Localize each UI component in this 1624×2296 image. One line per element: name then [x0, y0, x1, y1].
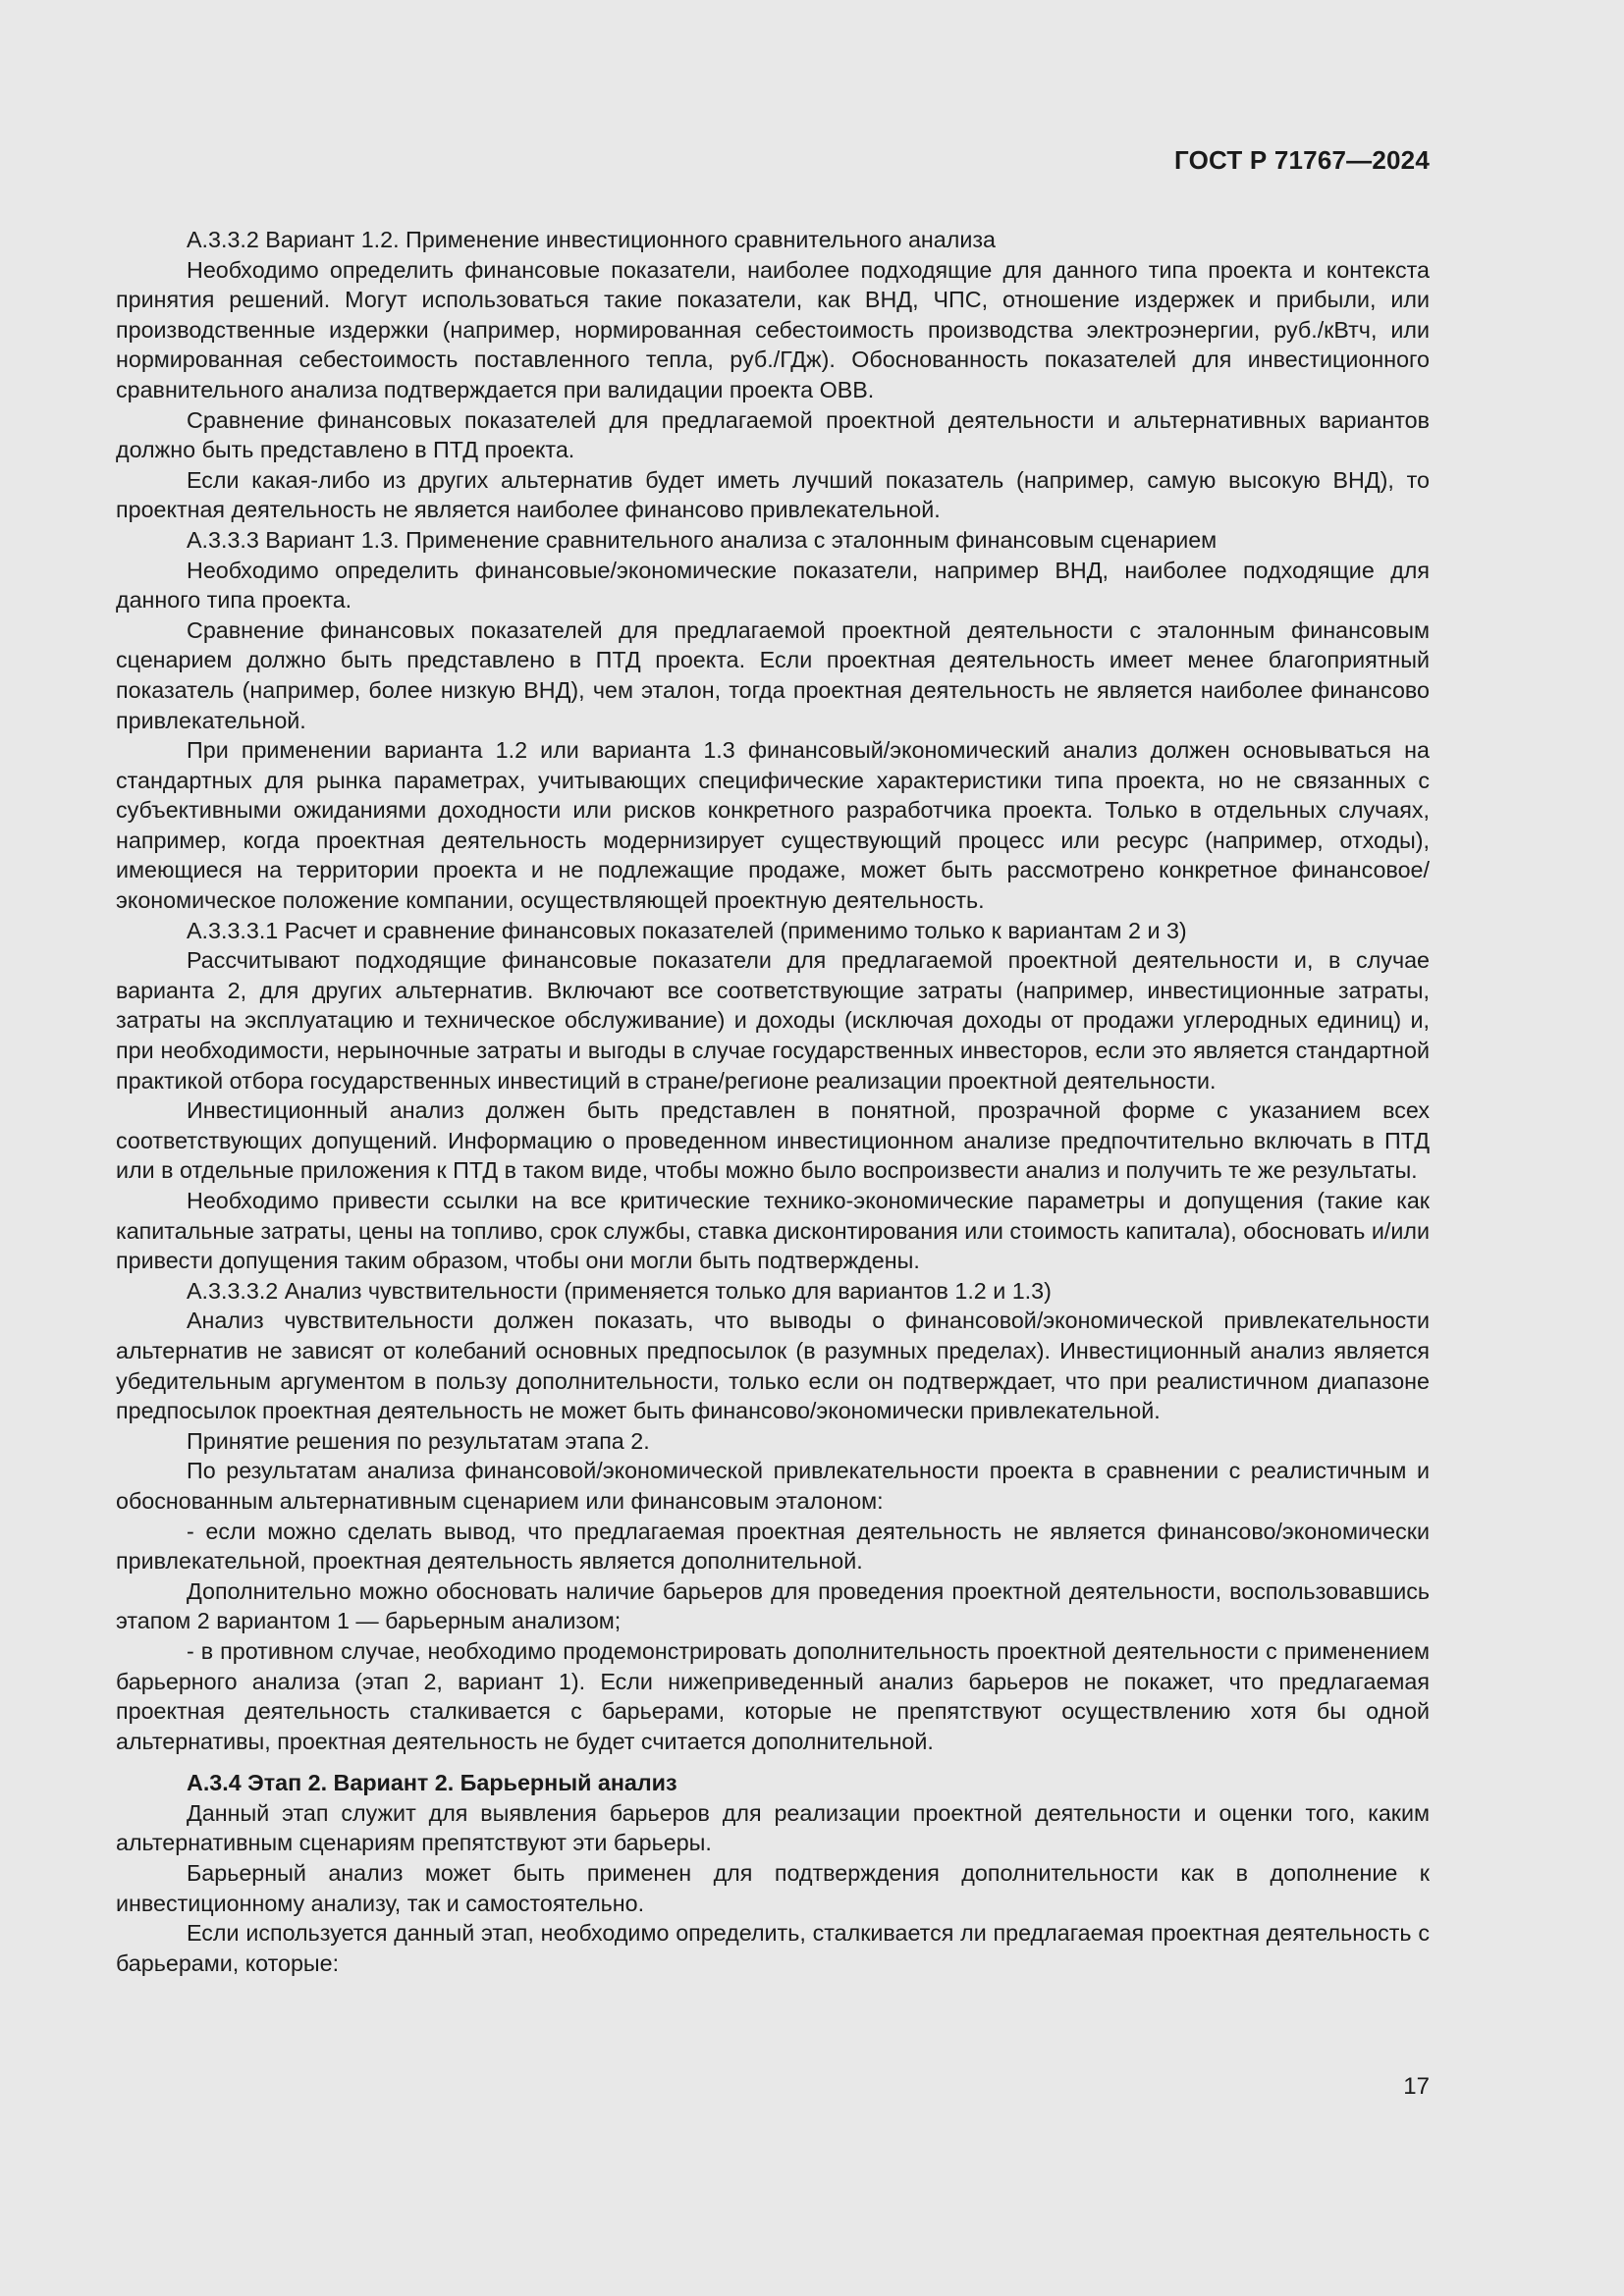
paragraph: Рассчитывают подходящие финансовые показатели для предлагаемой проектной деятельности и, в случае варианта 2, для других альтернатив. Включают все соответствующие затраты (например, инвестиционные затраты, затраты на эксплуатацию и техническое обслуживание) и доходы (исключая доходы от продажи углеродных единиц) и, при необходимости, нерыночные затраты и выгоды в случае государственных инвесторов, если это является стандартной практикой отбора государственных инвестиций в стране/регионе реализации проектной деятельности. [116, 947, 1430, 1094]
paragraph: Если какая-либо из других альтернатив будет иметь лучший показатель (например, самую высокую ВНД), то проектная деятельность не является наиболее финансово привлекательной. [116, 466, 1430, 523]
section-heading-a3-3-3-2: А.3.3.3.2 Анализ чувствительности (применяется только для вариантов 1.2 и 1.3) [187, 1277, 1052, 1304]
page-number: 17 [1403, 2073, 1430, 2100]
list-item: - в противном случае, необходимо продемонстрировать дополнительность проектной деятельности с применением барьерного анализа (этап 2, вариант 1). Если нижеприведенный анализ барьеров не покажет, что предлагаемая проектная деятельность сталкивается с барьерами, которые не препятствуют осуществлению хотя бы одной альтернативы, проектная деятельность не будет считается дополнительной. [116, 1637, 1430, 1754]
paragraph: Инвестиционный анализ должен быть представлен в понятной, прозрачной форме с указанием всех соответствующих допущений. Информацию о проведенном инвестиционном анализе предпочтительно включать в ПТД или в отдельные приложения к ПТД в таком виде, чтобы можно было воспроизвести анализ и получить те же результаты. [116, 1097, 1430, 1184]
paragraph: Если используется данный этап, необходимо определить, сталкивается ли предлагаемая проектная деятельность с барьерами, которые: [116, 1920, 1430, 1976]
paragraph: Дополнительно можно обосновать наличие барьеров для проведения проектной деятельности, воспользовавшись этапом 2 вариантом 1 — барьерным анализом; [116, 1577, 1430, 1634]
paragraph: При применении варианта 1.2 или варианта 1.3 финансовый/экономический анализ должен основываться на стандартных для рынка параметрах, учитывающих специфические характеристики типа проекта, но не связанных с субъективными ожиданиями доходности или рисков конкретного разработчика проекта. Только в отдельных случаях, например, когда проектная деятельность модернизирует существующий процесс или ресурс (например, отходы), имеющиеся на территории проекта и не подлежащие продаже, может быть рассмотрено конкретное финансовое/экономическое положение компании, осуществляющей проектную деятельность. [116, 737, 1430, 914]
document-standard-number: ГОСТ Р 71767—2024 [1174, 145, 1430, 175]
paragraph: Данный этап служит для выявления барьеров для реализации проектной деятельности и оценки того, каким альтернативным сценариям препятствуют эти барьеры. [116, 1799, 1430, 1856]
paragraph: Принятие решения по результатам этапа 2. [187, 1427, 650, 1454]
section-heading-a3-3-2: А.3.3.2 Вариант 1.2. Применение инвестиционного сравнительного анализа [187, 227, 996, 252]
paragraph: Анализ чувствительности должен показать, что выводы о финансовой/экономической привлекательности альтернатив не зависят от колебаний основных предпосылок (в разумных пределах). Инвестиционный анализ является убедительным аргументом в пользу дополнительности, только если он подтверждает, что при реалистичном диапазоне предпосылок проектная деятельность не может быть финансово/экономически привлекательной. [116, 1308, 1430, 1424]
paragraph: Сравнение финансовых показателей для предлагаемой проектной деятельности с эталонным финансовым сценарием должно быть представлено в ПТД проекта. Если проектная деятельность имеет менее благоприятный показатель (например, более низкую ВНД), чем эталон, тогда проектная деятельность не является наиболее финансово привлекательной. [116, 616, 1430, 733]
list-item: - если можно сделать вывод, что предлагаемая проектная деятельность не является финансово/экономически привлекательной, проектная деятельность является дополнительной. [116, 1518, 1430, 1575]
paragraph: Необходимо привести ссылки на все критические технико-экономические параметры и допущения (такие как капитальные затраты, цены на топливо, срок службы, ставка дисконтирования или стоимость капитала), обосновать и/или привести допущения таким образом, чтобы они могли быть подтверждены. [116, 1188, 1430, 1274]
paragraph: Необходимо определить финансовые/экономические показатели, например ВНД, наиболее подходящие для данного типа проекта. [116, 557, 1430, 614]
paragraph: По результатам анализа финансовой/экономической привлекательности проекта в сравнении с реалистичным и обоснованным альтернативным сценарием или финансовым эталоном: [116, 1458, 1430, 1514]
paragraph: Сравнение финансовых показателей для предлагаемой проектной деятельности и альтернативных вариантов должно быть представлено в ПТД проекта. [116, 406, 1430, 463]
section-heading-a3-3-3-1: А.3.3.3.1 Расчет и сравнение финансовых показателей (применимо только к вариантам 2 и 3) [187, 917, 1187, 943]
section-heading-a3-3-3: А.3.3.3 Вариант 1.3. Применение сравнительного анализа с эталонным финансовым сценарием [187, 526, 1218, 553]
paragraph: Барьерный анализ может быть применен для подтверждения дополнительности как в дополнение к инвестиционному анализу, так и самостоятельно. [116, 1860, 1430, 1916]
paragraph: Необходимо определить финансовые показатели, наиболее подходящие для данного типа проекта и контекста принятия решений. Могут использоваться такие показатели, как ВНД, ЧПС, отношение издержек и прибыли, или производственные издержки (например, нормированная себестоимость производства электроэнергии, руб./кВтч, или нормированная себестоимость поставленного тепла, руб./ГДж). Обоснованность показателей для инвестиционного сравнительного анализа подтверждается при валидации проекта ОВВ. [116, 256, 1430, 402]
section-heading-a3-4: А.3.4 Этап 2. Вариант 2. Барьерный анализ [187, 1770, 677, 1796]
document-body [116, 225, 1430, 1978]
